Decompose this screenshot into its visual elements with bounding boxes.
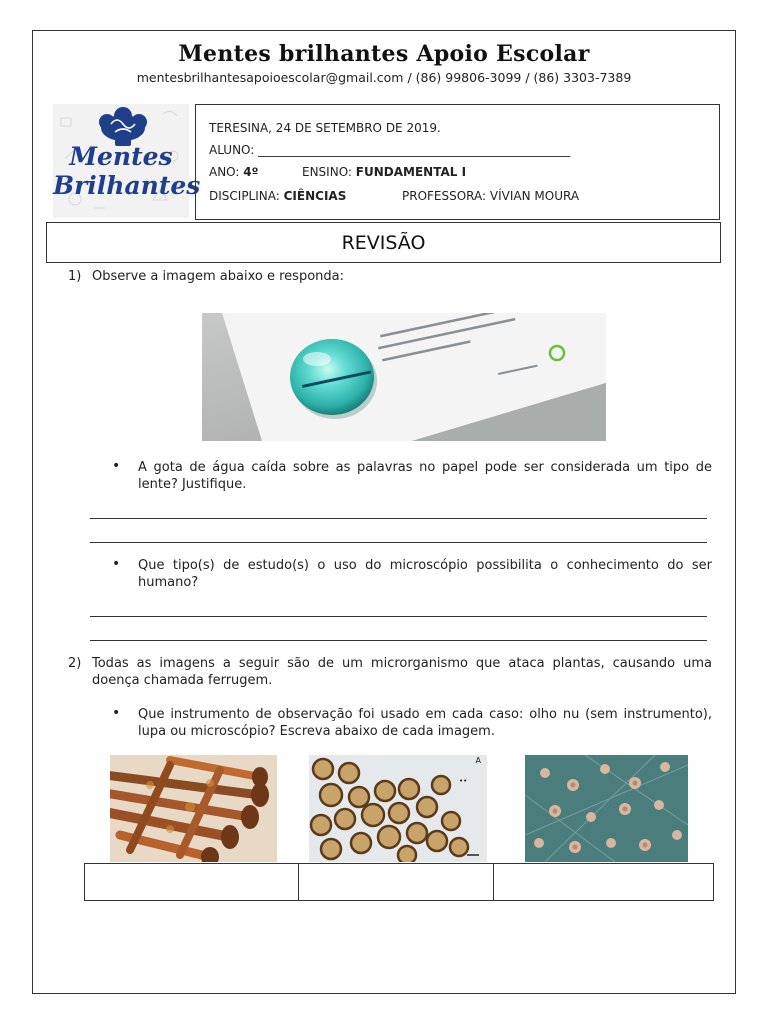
logo-text-line1: Mentes <box>69 142 173 171</box>
svg-text:A: A <box>475 756 481 765</box>
school-contact: mentesbrilhantesapoioescolar@gmail.com / (86) 99806-3099 / (86) 3303-7389 <box>136 70 632 85</box>
logo-text-line2: Brilhantes <box>53 171 201 200</box>
disciplina-label: DISCIPLINA: <box>209 189 280 203</box>
rust-spores-image <box>309 755 487 862</box>
ensino-row <box>302 165 466 179</box>
rust-naked-eye-photo <box>110 755 277 862</box>
question-1-text: Observe a imagem abaixo e responda: <box>92 269 344 284</box>
water-drop-image <box>202 313 606 441</box>
question-2-number: 2) <box>68 656 82 671</box>
aluno-label: ALUNO: <box>209 143 255 157</box>
bullet-icon: • <box>112 705 121 721</box>
aluno-row[interactable] <box>209 143 570 157</box>
rust-leaf-image <box>525 755 688 862</box>
question-2-text: Todas as imagens a seguir são de um microrganismo que ataca plantas, causando uma doença chamada ferrugem. <box>92 656 712 688</box>
bullet-icon: • <box>112 556 121 572</box>
school-title: Mentes brilhantes Apoio Escolar <box>178 41 590 67</box>
professora-row <box>402 189 579 203</box>
answer-line[interactable] <box>90 518 707 519</box>
ano-value: 4º <box>243 165 259 179</box>
disciplina-row <box>209 189 346 203</box>
professora-label: PROFESSORA: <box>402 189 487 203</box>
ensino-value: FUNDAMENTAL I <box>355 165 467 179</box>
section-title: REVISÃO <box>46 222 721 263</box>
answer-cell-2[interactable] <box>299 864 494 900</box>
svg-text:••: •• <box>459 777 468 785</box>
bullet-icon: • <box>112 458 121 474</box>
answer-line[interactable] <box>90 640 707 641</box>
rust-magnifier-photo <box>525 755 688 862</box>
student-info-box <box>195 104 720 220</box>
question-1-bullet-2: Que tipo(s) de estudo(s) o uso do microscópio possibilita o conhecimento do ser humano? <box>138 558 712 590</box>
answer-cell-3[interactable] <box>494 864 713 900</box>
ano-row <box>209 165 258 179</box>
answer-table <box>84 863 714 901</box>
date-line: TERESINA, 24 DE SETEMBRO DE 2019. <box>209 121 441 135</box>
question-1-number: 1) <box>68 269 82 284</box>
disciplina-value: CIÊNCIAS <box>283 189 347 203</box>
professora-value: VÍVIAN MOURA <box>489 189 580 203</box>
aluno-blank[interactable]: ____________________________________________________ <box>258 143 571 157</box>
answer-line[interactable] <box>90 542 707 543</box>
answer-cell-1[interactable] <box>85 864 299 900</box>
school-logo <box>53 104 201 218</box>
ensino-label: ENSINO: <box>302 165 352 179</box>
rust-microscope-photo <box>309 755 487 862</box>
water-drop-photo <box>202 313 606 441</box>
ano-label: ANO: <box>209 165 240 179</box>
question-1-bullet-1: A gota de água caída sobre as palavras no papel pode ser considerada um tipo de lente? Justifique. <box>138 460 712 492</box>
answer-line[interactable] <box>90 616 707 617</box>
question-2-bullet-1: Que instrumento de observação foi usado em cada caso: olho nu (sem instrumento), lupa ou microscópio? Escreva abaixo de cada imagem. <box>138 707 712 739</box>
rusty-nails-image <box>110 755 277 862</box>
